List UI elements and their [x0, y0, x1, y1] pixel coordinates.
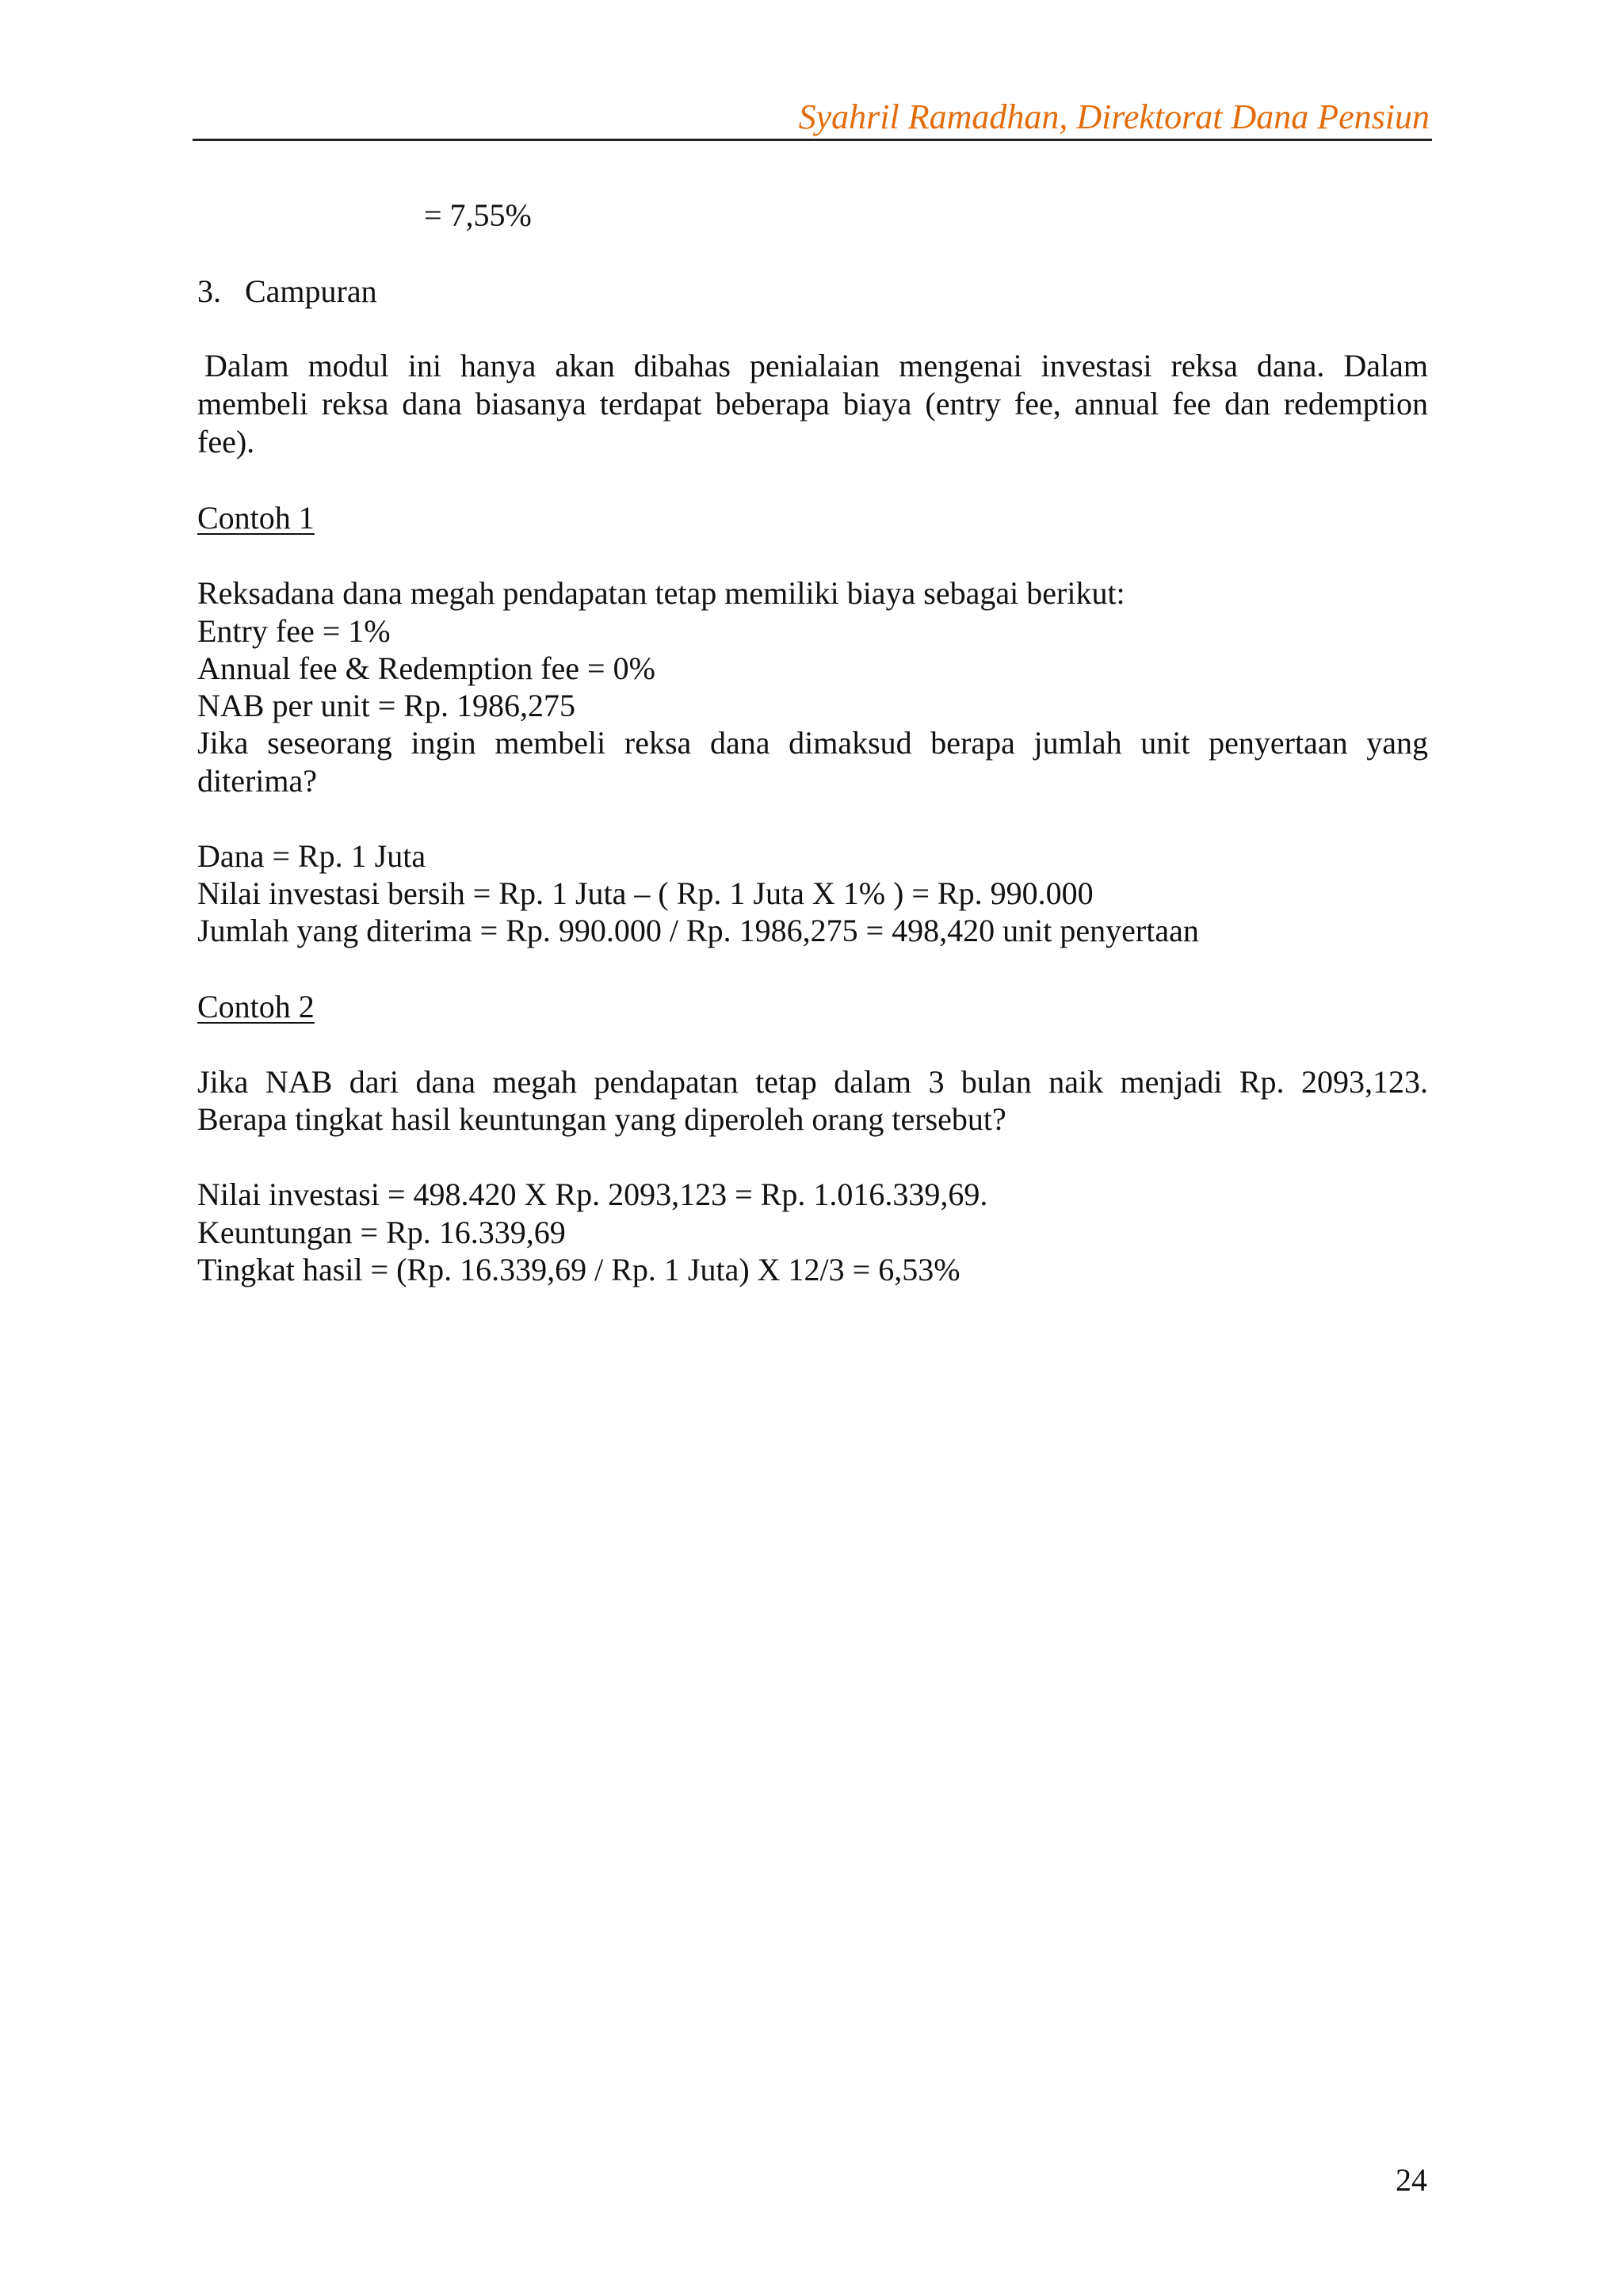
intro-paragraph-line-1: Dalam modul ini hanya akan dibahas penialaian mengenai investasi reksa dana. Dalam	[204, 348, 1428, 383]
example-1-calc-line-2: Nilai investasi bersih = Rp. 1 Juta – ( Rp. 1 Juta X 1% ) = Rp. 990.000	[197, 875, 1094, 911]
running-header: Syahril Ramadhan, Direktorat Dana Pensiun	[798, 97, 1430, 136]
example-2-question-line-2: Berapa tingkat hasil keuntungan yang diperoleh orang tersebut?	[197, 1101, 1006, 1137]
example-2-calc-line-3: Tingkat hasil = (Rp. 16.339,69 / Rp. 1 Juta) X 12/3 = 6,53%	[197, 1252, 960, 1287]
example-1-calc-line-3: Jumlah yang diterima = Rp. 990.000 / Rp. 1986,275 = 498,420 unit penyertaan	[197, 913, 1199, 948]
header-rule	[193, 139, 1432, 141]
example-1-line-3: Annual fee & Redemption fee = 0%	[197, 650, 655, 686]
example-2-question-line-1: Jika NAB dari dana megah pendapatan tetap dalam 3 bulan naik menjadi Rp. 2093,123.	[197, 1064, 1428, 1100]
example-1-line-1: Reksadana dana megah pendapatan tetap memiliki biaya sebagai berikut:	[197, 575, 1125, 611]
result-line: = 7,55%	[424, 197, 532, 233]
example-1-question-line-2: diterima?	[197, 763, 318, 799]
list-item-3-number: 3.	[197, 273, 221, 309]
example-1-line-2: Entry fee = 1%	[197, 613, 391, 649]
example-1-heading: Contoh 1	[197, 500, 315, 536]
example-2-calc-line-2: Keuntungan = Rp. 16.339,69	[197, 1215, 566, 1250]
example-2-heading: Contoh 2	[197, 989, 315, 1024]
list-item-3-label: Campuran	[245, 273, 377, 309]
example-1-calc-line-1: Dana = Rp. 1 Juta	[197, 838, 426, 874]
intro-paragraph-line-2: membeli reksa dana biasanya terdapat beberapa biaya (entry fee, annual fee dan redemption	[197, 386, 1428, 421]
example-2-calc-line-1: Nilai investasi = 498.420 X Rp. 2093,123 = Rp. 1.016.339,69.	[197, 1177, 988, 1212]
page-number: 24	[1396, 2162, 1427, 2198]
intro-paragraph-line-3: fee).	[197, 424, 255, 460]
example-1-question-line-1: Jika seseorang ingin membeli reksa dana dimaksud berapa jumlah unit penyertaan yang	[197, 725, 1428, 761]
example-1-line-4: NAB per unit = Rp. 1986,275	[197, 688, 575, 723]
